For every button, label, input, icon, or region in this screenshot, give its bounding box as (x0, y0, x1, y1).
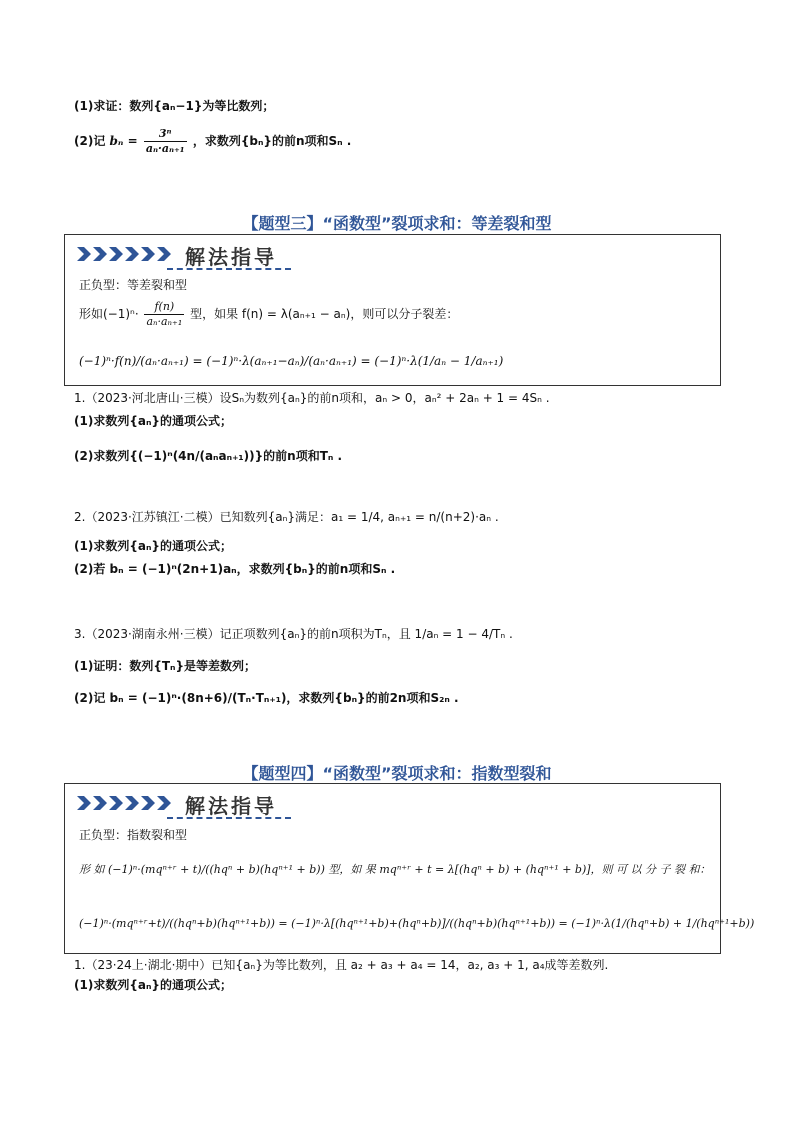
condition-suffix: 型，如果 f(n) = λ(aₙ₊₁ − aₙ)，则可以分子裂差： (190, 307, 459, 321)
chevron-icon (141, 796, 155, 810)
question-part-1: (1)求证：数列{aₙ−1}为等比数列； (74, 99, 275, 113)
b-n-fraction (144, 127, 187, 156)
problem-1-part-1: (1)求数列{aₙ}的通项公式； (74, 414, 232, 428)
guide-title: 解法指导 (185, 794, 277, 818)
guide-title: 解法指导 (185, 245, 277, 269)
part-2-suffix: ，求数列{bₙ}的前n项和Sₙ . (192, 134, 352, 148)
chevron-icon (109, 796, 123, 810)
chevron-icon (157, 247, 171, 261)
problem-2-stem: 2.（2023·江苏镇江·二模）已知数列{aₙ}满足：a₁ = 1/4, aₙ₊₁ = n/(n+2)·aₙ . (74, 510, 499, 524)
fraction-numerator: 3ⁿ (144, 127, 187, 142)
guide-formula: (−1)ⁿ·(mqⁿ⁺ʳ+t)/((hqⁿ+b)(hqⁿ⁺¹+b)) = (−1)ⁿ·λ[(hqⁿ⁺¹+b)+(hqⁿ+b)]/((hqⁿ+b)(hqⁿ⁺¹+b)) = (−1)ⁿ·λ(1/(hqⁿ+b) + 1/(hqⁿ⁺¹+b)) (79, 917, 755, 930)
problem-4-part-1: (1)求数列{aₙ}的通项公式； (74, 978, 232, 992)
problem-3-part-1: (1)证明：数列{Tₙ}是等差数列； (74, 659, 257, 673)
section-3-heading: 【题型三】“函数型”裂项求和：等差裂和型 (242, 214, 552, 233)
problem-1-stem: 1.（2023·河北唐山·三模）设Sₙ为数列{aₙ}的前n项和，aₙ > 0，aₙ² + 2aₙ + 1 = 4Sₙ . (74, 391, 550, 405)
chevron-icon (77, 247, 91, 261)
problem-3-part-2: (2)记 bₙ = (−1)ⁿ·(8n+6)/(Tₙ·Tₙ₊₁)，求数列{bₙ}的前2n项和S₂ₙ . (74, 691, 459, 705)
method-guide-box-3 (64, 234, 721, 386)
guide-subtitle: 正负型：指数裂和型 (79, 828, 188, 842)
b-n-lhs: bₙ = (109, 134, 138, 148)
problem-3-stem: 3.（2023·湖南永州·三模）记正项数列{aₙ}的前n项积为Tₙ，且 1/aₙ = 1 − 4/Tₙ . (74, 627, 513, 641)
problem-1-part-2: (2)求数列{(−1)ⁿ(4n/(aₙaₙ₊₁))}的前n项和Tₙ . (74, 449, 343, 463)
chevron-icon (77, 796, 91, 810)
guide-underline (167, 268, 291, 270)
condition-prefix: 形如(−1)ⁿ· (79, 307, 139, 321)
chevron-icon (125, 796, 139, 810)
fraction-denominator: aₙ·aₙ₊₁ (145, 142, 185, 155)
chevron-icon (125, 247, 139, 261)
guide-subtitle: 正负型：等差裂和型 (79, 278, 188, 292)
part-2-prefix: (2)记 (74, 134, 106, 148)
problem-2-part-2: (2)若 bₙ = (−1)ⁿ(2n+1)aₙ，求数列{bₙ}的前n项和Sₙ . (74, 562, 396, 576)
chevron-icon (141, 247, 155, 261)
method-guide-box-4 (64, 783, 755, 954)
guide-condition (79, 297, 458, 331)
fraction-numerator: f(n) (144, 300, 184, 315)
question-part-2 (74, 126, 351, 156)
guide-underline (167, 817, 291, 819)
condition-fraction (144, 300, 184, 329)
chevron-icon (157, 796, 171, 810)
problem-2-part-1: (1)求数列{aₙ}的通项公式； (74, 539, 232, 553)
problem-4-stem: 1.（23·24上·湖北·期中）已知{aₙ}为等比数列，且 a₂ + a₃ + a₄ = 14，a₂, a₃ + 1, a₄成等差数列. (74, 958, 609, 972)
chevron-icon (93, 796, 107, 810)
chevron-icon (109, 247, 123, 261)
fraction-denominator: aₙ·aₙ₊₁ (146, 315, 183, 328)
chevron-icon (93, 247, 107, 261)
guide-formula: (−1)ⁿ·f(n)/(aₙ·aₙ₊₁) = (−1)ⁿ·λ(aₙ₊₁−aₙ)/(aₙ·aₙ₊₁) = (−1)ⁿ·λ(1/aₙ − 1/aₙ₊₁) (79, 354, 504, 368)
section-4-heading: 【题型四】“函数型”裂项求和：指数型裂和 (242, 764, 552, 783)
guide-condition: 形 如 (−1)ⁿ·(mqⁿ⁺ʳ + t)/((hqⁿ + b)(hqⁿ⁺¹ + b)) 型，如 果 mqⁿ⁺ʳ + t = λ[(hqⁿ + b) + (hqⁿ⁺¹ + b)]，则 可 以 分 子 裂 和： (79, 863, 711, 876)
